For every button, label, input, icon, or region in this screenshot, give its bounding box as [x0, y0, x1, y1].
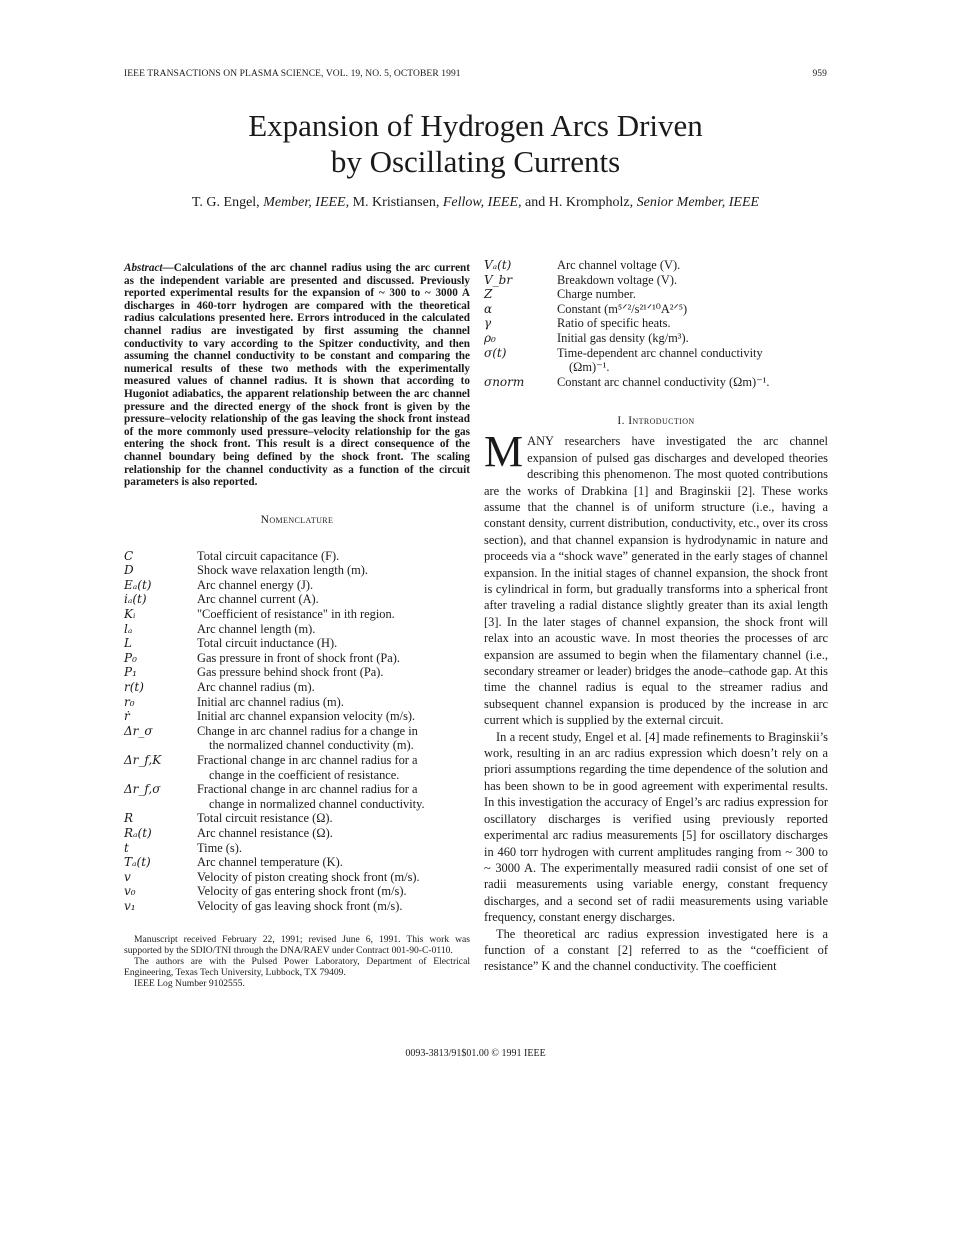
- definition-text: "Coefficient of resistance" in ith region.: [197, 607, 395, 622]
- introduction-body: [484, 427, 828, 974]
- nomenclature-definition: [557, 258, 828, 273]
- nomenclature-entry: [484, 287, 828, 302]
- drop-cap: M: [484, 427, 524, 477]
- author-list: [124, 195, 827, 211]
- nomenclature-definition: [197, 826, 470, 841]
- nomenclature-entry: [124, 709, 470, 724]
- definition-text: Arc channel temperature (K).: [197, 855, 343, 870]
- definition-text: Time-dependent arc channel conductivity: [557, 345, 763, 360]
- definition-text: Time (s).: [197, 840, 242, 855]
- nomenclature-symbol: σnorm: [484, 374, 525, 389]
- footnote-affiliation: The authors are with the Pulsed Power Laboratory, Department of Electrical Engineering, Texas Tech University, Lubbock, TX 79409.: [124, 955, 470, 978]
- nomenclature-symbol: v₀: [124, 884, 136, 899]
- nomenclature-definition: [197, 636, 470, 651]
- nomenclature-definition: [557, 302, 828, 317]
- nomenclature-entry: [124, 884, 470, 899]
- nomenclature-definition: [557, 273, 828, 288]
- author-2-role: Fellow, IEEE,: [442, 195, 522, 210]
- nomenclature-symbol: ṙ: [124, 709, 130, 724]
- nomenclature-definition: [197, 622, 470, 637]
- nomenclature-definition: [197, 753, 470, 782]
- nomenclature-symbol: r(t): [124, 680, 144, 695]
- nomenclature-definition: [557, 331, 828, 346]
- footnote-log-number: IEEE Log Number 9102555.: [134, 977, 245, 989]
- definition-text: Constant (m⁵ᐟ²/s²¹ᐟ¹⁰A²ᐟ⁵): [557, 301, 688, 316]
- definition-text: Fractional change in arc channel radius for a: [197, 782, 418, 797]
- intro-paragraph-2: In a recent study, Engel et al. [4] made refinements to Braginskii’s work, resulting in an arc radius expression which doesn’t rely on a priori assumptions regarding the time dependence of the solution and has been shown to be in good agreement with experimental results. In this investigation the accuracy of Engel’s arc radius expression for oscillatory discharges is verified using previously reported experimental arc radius measurements [5] for oscillatory discharges in 460 torr hydrogen with current amplitudes ranging from ~ 300 to ~ 3000 A. The experimentally measured radii consist of one set of radii measurements using variable energy, constant frequency discharges, and a second set of radii measurements using variable frequency, constant energy discharges.: [484, 729, 828, 925]
- nomenclature-entry: [124, 665, 470, 680]
- nomenclature-entry: [124, 753, 470, 782]
- definition-text: Total circuit inductance (H).: [197, 636, 338, 651]
- nomenclature-entry: [484, 258, 828, 273]
- nomenclature-symbol: Δr_σ: [124, 723, 153, 738]
- intro-paragraph-3: The theoretical arc radius expression investigated here is a function of a constant [2] referred to as the “coefficient of resistance” K and the channel conductivity. The coefficient: [484, 926, 828, 974]
- definition-text: Arc channel length (m).: [197, 621, 316, 636]
- nomenclature-symbol: Kᵢ: [124, 607, 136, 622]
- nomenclature-entry: [124, 811, 470, 826]
- nomenclature-symbol: Δr_f,K: [124, 753, 162, 767]
- nomenclature-symbol: L: [124, 636, 132, 651]
- definition-text: Arc channel voltage (V).: [557, 258, 681, 272]
- definition-text: Constant arc channel conductivity (Ωm)⁻¹.: [557, 374, 770, 389]
- nomenclature-entry: [124, 549, 470, 564]
- nomenclature-definition: [197, 592, 470, 607]
- nomenclature-definition: [557, 346, 828, 375]
- definition-text: Charge number.: [557, 287, 636, 302]
- definition-text: Total circuit resistance (Ω).: [197, 811, 333, 826]
- nomenclature-entry: [124, 607, 470, 622]
- title-line-2: by Oscillating Currents: [330, 144, 621, 179]
- left-column: [124, 262, 470, 989]
- definition-continuation: (Ωm)⁻¹.: [569, 360, 610, 375]
- nomenclature-definition: [197, 841, 470, 856]
- abstract-lead: Abstract—: [124, 262, 174, 274]
- nomenclature-symbol: C: [124, 548, 134, 563]
- nomenclature-symbol: Vₐ(t): [484, 258, 512, 272]
- definition-text: Gas pressure in front of shock front (Pa).: [197, 650, 401, 665]
- page-number: 959: [812, 69, 827, 79]
- nomenclature-list-continued: [484, 258, 828, 389]
- definition-text: Initial arc channel radius (m).: [197, 694, 344, 709]
- author-3-name: H. Krompholz,: [548, 195, 634, 210]
- definition-text: Arc channel energy (J).: [197, 577, 314, 592]
- nomenclature-symbol: Rₐ(t): [124, 825, 152, 840]
- nomenclature-symbol: iₐ(t): [124, 592, 147, 607]
- nomenclature-symbol: σ(t): [484, 345, 507, 360]
- nomenclature-entry: [124, 870, 470, 885]
- journal-name: IEEE TRANSACTIONS ON PLASMA SCIENCE, VOL. 19, NO. 5, OCTOBER 1991: [124, 69, 461, 79]
- nomenclature-entry: [484, 331, 828, 346]
- nomenclature-definition: [197, 870, 470, 885]
- nomenclature-definition: [197, 709, 470, 724]
- paper-title: [124, 108, 827, 180]
- nomenclature-definition: [197, 680, 470, 695]
- author-3-role: Senior Member, IEEE: [636, 195, 760, 210]
- nomenclature-definition: [557, 316, 828, 331]
- nomenclature-symbol: Tₐ(t): [124, 855, 151, 870]
- definition-text: Initial arc channel expansion velocity (m/s).: [197, 709, 416, 724]
- author-1-role: Member, IEEE,: [263, 195, 350, 210]
- definition-text: Velocity of piston creating shock front (m/s).: [197, 869, 420, 884]
- nomenclature-entry: [124, 563, 470, 578]
- footnote: [124, 934, 470, 989]
- definition-text: Breakdown voltage (V).: [557, 272, 678, 287]
- nomenclature-entry: [124, 841, 470, 856]
- introduction-heading: [484, 415, 828, 427]
- abstract-text: Calculations of the arc channel radius using the arc current as the independent variable are presented and discussed. Previously reported experimental results for the expansion of ~ 300 to ~ 3000 A discharges in 460-torr hydrogen are compared with the theoretical radius calculations presented here. Errors introduced in the calculated channel radius are investigated by first assuming the channel conductivity to vary according to the Spitzer conductivity, and then assuming the channel conductivity to be constant and comparing the numerical results of these two methods with the experimentally measured values of channel radius. It is shown that according to Hugoniot adiabatics, the apparent relationship between the arc channel pressure and the directed energy of the shock front is given by the pressure–velocity relationship of the gas leaving the shock front instead of the more commonly used pressure–velocity relationship for the gas entering the shock front. This result is a direct consequence of the channel boundary being defined by the shock front. The scaling relationship for the channel conductivity as a function of the circuit parameters is also reported.: [124, 262, 470, 489]
- nomenclature-entry: [124, 695, 470, 710]
- definition-text: Change in arc channel radius for a change in: [197, 723, 418, 738]
- nomenclature-definition: [197, 563, 470, 578]
- definition-text: Velocity of gas entering shock front (m/s).: [197, 884, 407, 899]
- definition-text: Ratio of specific heats.: [557, 316, 671, 331]
- nomenclature-symbol: α: [484, 301, 493, 316]
- author-1-name: T. G. Engel,: [191, 195, 260, 210]
- nomenclature-definition: [197, 578, 470, 593]
- nomenclature-definition: [197, 855, 470, 870]
- definition-text: Initial gas density (kg/m³).: [557, 330, 689, 345]
- nomenclature-symbol: P₀: [124, 650, 137, 665]
- nomenclature-definition: [197, 651, 470, 666]
- title-line-1: Expansion of Hydrogen Arcs Driven: [248, 108, 703, 143]
- nomenclature-symbol: ρ₀: [484, 330, 496, 345]
- nomenclature-definition: [197, 899, 470, 914]
- nomenclature-definition: [197, 607, 470, 622]
- right-column: [484, 258, 828, 975]
- definition-text: Velocity of gas leaving shock front (m/s).: [197, 898, 403, 913]
- nomenclature-entry: [124, 826, 470, 841]
- definition-text: Gas pressure behind shock front (Pa).: [197, 665, 384, 680]
- nomenclature-entry: [124, 578, 470, 593]
- nomenclature-symbol: D: [124, 563, 134, 578]
- nomenclature-definition: [557, 287, 828, 302]
- nomenclature-entry: [124, 622, 470, 637]
- nomenclature-entry: [124, 782, 470, 811]
- nomenclature-symbol: P₁: [124, 665, 137, 680]
- nomenclature-symbol: Z: [484, 287, 493, 302]
- nomenclature-entry: [124, 651, 470, 666]
- nomenclature-symbol: t: [124, 840, 129, 855]
- definition-text: Total circuit capacitance (F).: [197, 548, 340, 563]
- nomenclature-entry: [484, 316, 828, 331]
- nomenclature-entry: [124, 592, 470, 607]
- nomenclature-definition: [197, 884, 470, 899]
- nomenclature-definition: [197, 724, 470, 753]
- introduction-title: Introduction: [628, 415, 695, 428]
- introduction-number: I.: [617, 415, 625, 428]
- nomenclature-entry: [124, 680, 470, 695]
- definition-text: Arc channel current (A).: [197, 592, 319, 607]
- nomenclature-symbol: R: [124, 811, 134, 826]
- definition-text: Shock wave relaxation length (m).: [197, 563, 369, 578]
- nomenclature-definition: [197, 665, 470, 680]
- nomenclature-symbol: V_br: [484, 272, 513, 287]
- nomenclature-entry: [484, 302, 828, 317]
- definition-text: Fractional change in arc channel radius for a: [197, 753, 418, 767]
- nomenclature-entry: [484, 346, 828, 375]
- nomenclature-entry: [484, 273, 828, 288]
- nomenclature-definition: [197, 549, 470, 564]
- nomenclature-entry: [124, 636, 470, 651]
- definition-continuation: the normalized channel conductivity (m).: [209, 738, 414, 753]
- definition-text: Arc channel radius (m).: [197, 680, 315, 695]
- nomenclature-entry: [124, 899, 470, 914]
- nomenclature-definition: [197, 782, 470, 811]
- nomenclature-symbol: v: [124, 869, 131, 884]
- nomenclature-definition: [197, 695, 470, 710]
- nomenclature-list: [124, 549, 470, 914]
- copyright-footer: 0093-3813/91$01.00 © 1991 IEEE: [405, 1048, 546, 1059]
- nomenclature-entry: [124, 724, 470, 753]
- author-2-name: M. Kristiansen,: [352, 195, 440, 210]
- footnote-manuscript: Manuscript received February 22, 1991; revised June 6, 1991. This work was supported by the SDIO/TNI through the DNA/RAEV under Contract 001-90-C-0110.: [124, 933, 470, 956]
- nomenclature-symbol: Δr_f,σ: [124, 782, 161, 797]
- nomenclature-symbol: lₐ: [124, 621, 133, 636]
- nomenclature-definition: [557, 375, 828, 390]
- intro-paragraph-1: [484, 427, 828, 728]
- nomenclature-definition: [197, 811, 470, 826]
- nomenclature-symbol: r₀: [124, 694, 135, 709]
- author-conjunction: and: [525, 195, 546, 210]
- nomenclature-entry: [124, 855, 470, 870]
- nomenclature-symbol: γ: [484, 316, 492, 331]
- nomenclature-entry: [484, 375, 828, 390]
- definition-text: Arc channel resistance (Ω).: [197, 825, 333, 840]
- definition-continuation: change in the coefficient of resistance.: [209, 767, 400, 782]
- nomenclature-symbol: v₁: [124, 898, 136, 913]
- nomenclature-heading: Nomenclature: [260, 513, 334, 526]
- nomenclature-symbol: Eₐ(t): [124, 577, 152, 592]
- abstract: [124, 262, 470, 489]
- definition-continuation: change in normalized channel conductivity.: [209, 796, 425, 811]
- intro-paragraph-1-text: ANY researchers have investigated the arc channel expansion of pulsed gas discharges and developed theories describing this phenomenon. The most quoted contributions are the works of Drabkina [1] and Braginskii [2]. These works assume that the channel is of uniform structure (i.e., having a constant density, current distribution, conductivity, etc., over its cross section), and that channel expansion is hydrodynamic in nature and proceeds via a “shock wave” generated in the early stages of channel expansion. In the initial stages of channel expansion, the shock front is cylindrical in form, but gradually transforms into a spherical front after traveling a radial distance slightly greater than its axial length [3]. In the later stages of channel expansion, the shock front will relax into an acoustic wave. In most theories the processes of arc expansion are assumed to begin when the filamentary channel (i.e., secondary streamer or leader) bridges the anode–cathode gap. At this time the channel radius is equal to the streamer radius and subsequent channel expansion is produced by the increase in arc current which is supplied by the external circuit.: [484, 434, 828, 728]
